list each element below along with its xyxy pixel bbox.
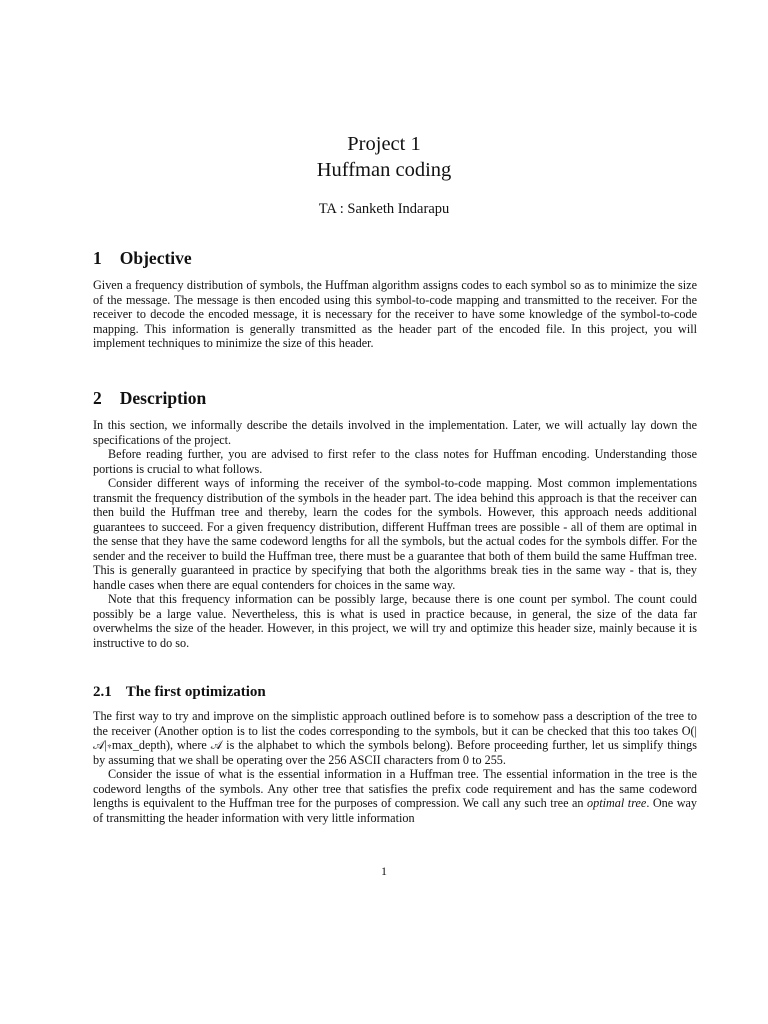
paragraph: The first way to try and improve on the simplistic approach outlined before is to somehow pass a description of the tree to the receiver (Another option is to list the codes corresponding to the symbols, but it can be checked that this too takes O(|𝒜|∗max_depth), where 𝒜 is the alphabet to which the symbols belong). Before proceeding further, let us simplify things by assuming that we shall be operating over the 256 ASCII characters from 0 to 255.: [93, 709, 697, 767]
page-number: 1: [381, 864, 387, 878]
emphasis-text: optimal tree: [587, 796, 647, 810]
section-number: 1: [93, 248, 102, 268]
subsection-title: The first optimization: [125, 684, 266, 700]
document-title: Project 1: [347, 133, 421, 155]
paragraph: Given a frequency distribution of symbols, the Huffman algorithm assigns codes to each symbol so as to minimize the size of the message. The message is then encoded using this symbol-to-code mapping and transmitted to the receiver. For the receiver to decode the encoded message, it is necessary for the receiver to have some knowledge of the symbol-to-code mapping. This information is generally transmitted as the header part of the encoded file. In this project, you will implement techniques to minimize the size of this header.: [93, 278, 697, 350]
subsection-number: 2.1: [93, 684, 112, 700]
subsection-first-optimization: [93, 684, 697, 825]
title-block: [0, 131, 768, 218]
section-objective: [93, 248, 697, 351]
paragraph: In this section, we informally describe the details involved in the implementation. Later, we will actually lay down the specifications of the project.: [93, 418, 697, 447]
author-line: TA : Sanketh Indarapu: [318, 201, 450, 217]
document-subtitle: Huffman coding: [316, 159, 452, 181]
paragraph: Consider different ways of informing the receiver of the symbol-to-code mapping. Most common implementations transmit the frequency distribution of the symbols in the header part. The idea behind this approach is that the receiver can then build the Huffman tree and thereby, learn the codes for the symbols. However, this approach needs additional guarantees to succeed. For a given frequency distribution, different Huffman trees are possible - all of them are optimal in the sense that they have the same codeword lengths for all the symbols, but the actual codes for the symbols differ. For the sender and the receiver to build the Huffman tree, there must be a guarantee that both of them build the same Huffman tree. This is generally guaranteed in practice by specifying that both the algorithms break ties in the same way - that is, they handle cases when there are equal contenders for choices in the same way.: [93, 476, 697, 592]
section-title: Objective: [119, 248, 192, 268]
paragraph: Note that this frequency information can be possibly large, because there is one count per symbol. The count could possibly be a large value. Nevertheless, this is what is used in practice because, in general, the size of the data far overwhelms the size of the header. However, in this project, we will try and optimize this header size, mainly because it is instructive to do so.: [93, 592, 697, 650]
section-heading: [93, 248, 697, 269]
paragraph: Before reading further, you are advised to first refer to the class notes for Huffman encoding. Understanding those portions is crucial to what follows.: [93, 447, 697, 476]
text-run: Consider the issue of what is the essential information in a Huffman tree. The essential information in the tree is the codeword lengths of the symbols. Any other tree that satisfies the prefix code requirement and has the same codeword lengths is equivalent to the Huffman tree for the purposes of compression. We call any such tree an: [93, 767, 697, 810]
text-run: . One way of transmitting the header information with very little information: [93, 796, 698, 825]
section-heading: [93, 388, 697, 409]
section-description: [93, 388, 697, 650]
section-title: Description: [119, 388, 207, 408]
paragraph: [93, 767, 697, 825]
section-number: 2: [93, 388, 102, 408]
subsection-heading: [93, 684, 697, 701]
